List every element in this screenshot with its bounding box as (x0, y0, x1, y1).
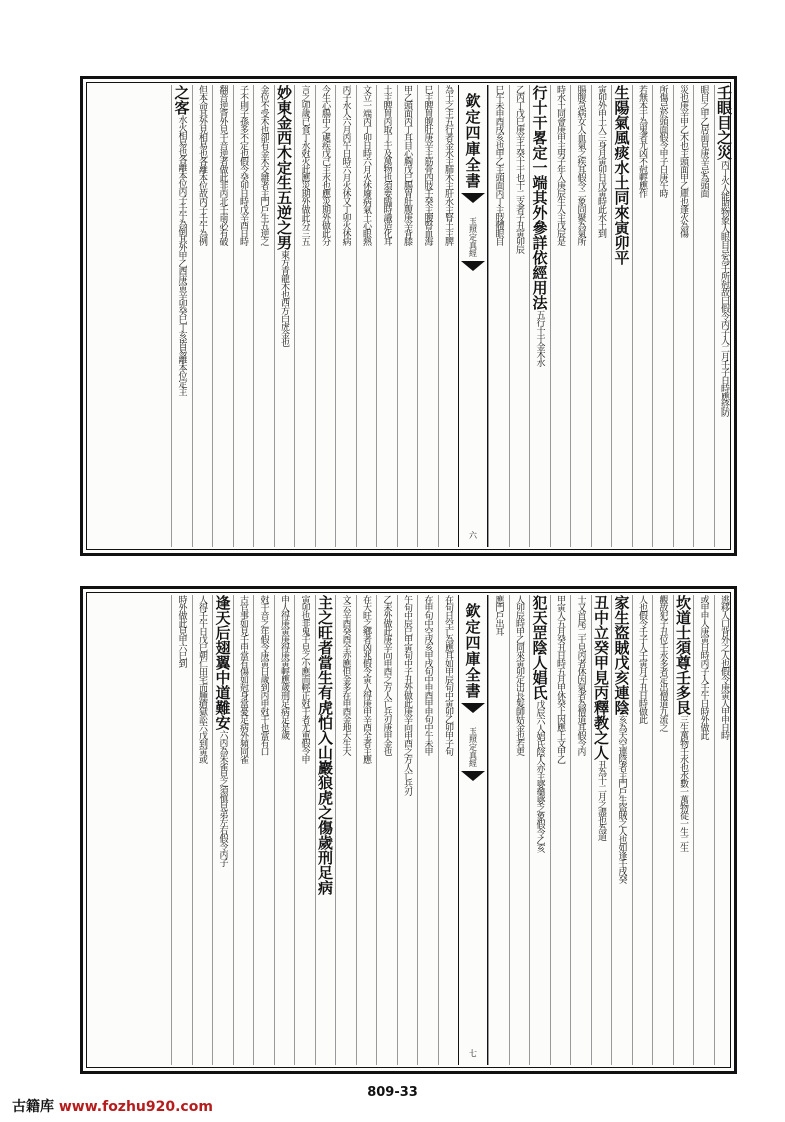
text-column (652, 85, 673, 547)
bottom-page-columns (83, 595, 734, 1065)
column-note-text: 甲乙頭面丙丁耳目心胸戊巳腸胃肚腹庚辛背膝 (402, 85, 412, 245)
column-note-text: 腸腹急病女人血氣之疾耳假令二象同聚為氣所 (575, 85, 586, 245)
column-note-text: 士又首尾二干見丙者休因氣者為僧道耳假令丙 (575, 595, 586, 755)
text-column (529, 595, 550, 1065)
column-note-text: 尅干音之年假令庚寅日歲到丙申尅干也當有口 (258, 595, 269, 755)
column-note-text: 金位不受木也卻有金木交雜者主門戶生五逆之 (258, 85, 269, 245)
column-note-text: 東方青龍木也西方白虎金也 (279, 250, 289, 346)
leaf-number: 六 (468, 531, 478, 539)
fish-tail-mark (461, 261, 485, 271)
column-note-text: 在申旬中空戌亥甲戌旬中申酉甲申旬中午未甲 (422, 595, 433, 755)
text-column (611, 85, 632, 547)
column-note-text: 人也假令壬子人壬寅月子丑日時做此 (637, 595, 647, 723)
text-column (192, 85, 213, 547)
column-main-text: 生陽氣風痰水土同來寅卯平 (612, 85, 631, 265)
column-note-text: 寅卯也非鬼干見之小應而輕正尅干者尤重假令甲 (299, 595, 310, 763)
text-column (570, 595, 591, 1065)
column-note-text: 逃移人口背外之人也假令庚寅人甲申日時 (719, 595, 729, 739)
text-column (294, 595, 315, 1065)
column-main-text: 家生盜賊戊亥連陰 (612, 595, 631, 715)
text-column (550, 85, 571, 547)
column-note-text: 甲寅人五月癸丑日時五月甲休癸上因應上文甲乙 (555, 595, 565, 763)
text-column (550, 595, 571, 1065)
text-column (509, 595, 530, 1065)
text-column (253, 85, 274, 547)
text-column (632, 595, 653, 1065)
watermark (12, 1096, 213, 1116)
text-column (417, 595, 438, 1065)
column-note-text: 丙丁火人能照物象人眼目忌為壬所尅故曰假令丙子人二月壬子日時應終防 (719, 160, 729, 416)
text-column (294, 85, 315, 547)
text-column (632, 85, 653, 547)
column-note-text: 丑為十二月之盡也為道 (596, 760, 606, 840)
column-note-text: 古官事如見壬申當有傷如尅身當憂足病外頻同雀 (238, 595, 248, 763)
text-column (570, 85, 591, 547)
column-note-text: 應門戶出耳 (493, 595, 504, 635)
column-note-text: 水火相易也各離本位丙子壬午為倒其外甲乙酉庚寅辛卯癸巳丁亥皆易離本位定主 (176, 115, 187, 395)
column-note-text: 文立一端丙丁卯日時六月火休廢病氣土心眼熱 (361, 85, 371, 245)
text-column (233, 85, 254, 547)
column-note-text: 時水土同會庚申主男子年入庚辰生人主戊辰是 (555, 85, 565, 245)
column-note-text: 巳午未申酉戌亥也甲乙主頭面丙丁主肢體眼目 (493, 85, 504, 245)
page-center-label (458, 595, 488, 1065)
text-column (714, 85, 735, 547)
column-note-text: 三生萬物壬水也水數一萬物從一生二生 (678, 715, 688, 851)
watermark-prefix: 古籍库 (12, 1099, 54, 1115)
text-column (335, 595, 356, 1065)
text-column (509, 85, 530, 547)
column-note-text: 文云辛酉癸酉全亦應但金多在申酉金地大生大 (340, 595, 351, 755)
text-column (591, 595, 612, 1065)
text-column (233, 595, 254, 1065)
text-column (488, 595, 509, 1065)
column-main-text: 行十干畧定一端其外參詳依經用法 (530, 85, 549, 310)
fish-tail-mark (461, 703, 485, 713)
book-series-title: 欽定四庫全書 (463, 93, 482, 189)
column-note-text: 午旬中辰巳甲寅旬中子丑外做此庚辛向申酉之方人亡兵刃 (402, 595, 412, 795)
column-main-text: 壬眼目之災 (715, 85, 733, 160)
column-note-text: 言之卯歲已食丁水尅火此應災期外做此分三五 (299, 85, 310, 245)
top-page-frame (80, 76, 737, 556)
column-note-text: 在大旺之鄉者凶兆假令寅人得庚申辛酉全者主應 (361, 595, 371, 763)
column-main-text: 之客 (172, 85, 191, 115)
column-note-text: 土主脾胃丙取丁干及萬物也須要臨時識造化耳 (381, 85, 392, 245)
text-column (212, 85, 233, 547)
text-column (673, 85, 694, 547)
text-column (652, 595, 673, 1065)
text-column (335, 85, 356, 547)
text-column (376, 85, 397, 547)
book-series-title: 欽定四庫全書 (463, 603, 482, 699)
column-note-text: 災也庚辛甲乙木也主頭面甲乙庫也逢火為傷 (678, 85, 688, 237)
column-note-text: 人得壬午日戊巳朝仁田宅而腫瘡獄訟六戊到寅或 (197, 595, 207, 763)
column-main-text: 妙東金西木定生五逆之男 (275, 85, 293, 250)
column-note-text: 戊辰六人娼氏陰人亦主婆藥婆之象假令乙亥 (534, 700, 545, 852)
text-column (315, 595, 336, 1065)
column-note-text: 所傷忌於頭面假令甲子日庚午時 (657, 85, 668, 197)
column-note-text: 今生心腸中之處疾戊己主水也應災期外做此分 (320, 85, 330, 245)
watermark-site: www.fozhu920.com (58, 1099, 213, 1115)
column-main-text: 丑中立癸甲見丙釋教之人 (592, 595, 610, 760)
page-center-label (458, 85, 488, 547)
column-note-text: 為土之主五行者金水主肺木主肝水主腎土主脾 (443, 85, 453, 245)
column-note-text: 或甲申人庚寅日時丙子人壬午日時外做此 (698, 595, 709, 739)
column-note-text: 五行十干金木水 (534, 310, 545, 366)
text-column (397, 85, 418, 547)
text-column (274, 595, 295, 1065)
fish-tail-mark (461, 771, 485, 781)
text-column (356, 85, 377, 547)
column-note-text: 人卯辰時甲乙同來寅卯定出長髮師姑金也若更 (514, 595, 524, 755)
column-note-text: 寅卯外申土入三身月寅卯日戊寅時此水土到 (596, 85, 606, 237)
text-column (356, 595, 377, 1065)
column-note-text: 在旬日空亡為應耳如甲辰旬中寅卯乙卯甲子旬 (443, 595, 453, 755)
text-column (529, 85, 550, 547)
column-main-text: 主之旺者當生有虎怕入山巖狼虎之傷歲刑足病 (316, 595, 334, 895)
column-note-text: 亥為天空連陰者主門戶生盜賊之人也如逢壬戌癸 (616, 715, 627, 883)
text-column (488, 85, 509, 547)
column-main-text: 坎道士須尊壬多艮 (674, 595, 692, 715)
text-column (212, 595, 233, 1065)
column-main-text: 犯天罡陰人娼氏 (530, 595, 549, 700)
column-note-text: 乙未外做此庚辛向申酉之方人亡兵刃庚申金也 (381, 595, 392, 755)
leaf-number: 七 (468, 1049, 478, 1057)
column-note-text: 觀故犯子丑位壬水多者定出僧道九流之 (657, 595, 668, 731)
text-column (673, 595, 694, 1065)
column-note-text: 巳主脾胃腹肚庚辛主筋骨四肢壬癸主腰腎血海 (422, 85, 433, 245)
text-column (376, 595, 397, 1065)
top-page-columns (83, 85, 734, 547)
column-note-text: 眼目之甲乙居前見庚辛忌為頭面 (698, 85, 709, 197)
text-column (591, 85, 612, 547)
column-note-text: 丙子水人六月丙午日時六月火休又丁卯火休病 (340, 85, 351, 245)
column-note-text: 乙丙丁戊巳庚辛壬癸十干也十二支者子丑寅卯辰 (514, 85, 524, 253)
text-column (397, 595, 418, 1065)
text-column (438, 85, 459, 547)
column-note-text: 六丙為朱雀見之須慎見弟左右假令丙子 (217, 730, 228, 866)
text-column (611, 595, 632, 1065)
text-column (693, 595, 714, 1065)
text-column (171, 85, 192, 547)
book-title: 玉照定真經 (468, 727, 478, 767)
text-column (714, 595, 735, 1065)
text-column (693, 85, 714, 547)
column-note-text: 翻音逆背外見干音逆者做此非丙北壬南必有破 (217, 85, 228, 245)
page-number: 809-33 (367, 1085, 418, 1100)
text-column (192, 595, 213, 1065)
column-note-text: 子不則子孫多不定也假令癸卯日時戊辛酉日時 (238, 85, 248, 245)
text-column (315, 85, 336, 547)
column-note-text: 申人得庚寅庚得庚寅輕應歲刑足病足是歲 (279, 595, 289, 739)
column-note-text: 時外做此見甲六巳到 (176, 595, 187, 667)
book-title: 玉照定真經 (468, 217, 478, 257)
column-note-text: 但本命其外見相易也各離本位故丙子壬午為例 (197, 85, 207, 245)
text-column (417, 85, 438, 547)
bottom-page-frame (80, 586, 737, 1074)
column-note-text: 若無本干為鬼者尤凶不尅輕應作 (637, 85, 647, 197)
column-main-text: 逢天后翅翼中道難安 (213, 595, 232, 730)
fish-tail-mark (461, 193, 485, 203)
text-column (274, 85, 295, 547)
text-column (253, 595, 274, 1065)
text-column (438, 595, 459, 1065)
text-column (171, 595, 192, 1065)
